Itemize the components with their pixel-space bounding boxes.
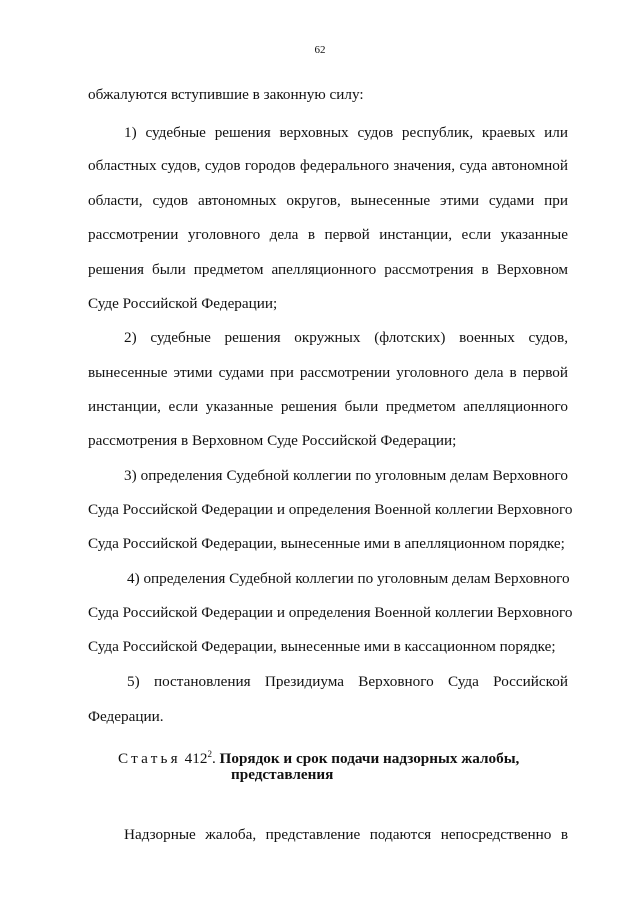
article-label: Статья (118, 750, 181, 767)
item5-line1: 5) постановления Президиума Верховного Суда Российской (127, 673, 568, 690)
item1-line3: области, судов автономных округов, вынесенные этими судами при (88, 192, 568, 209)
article-number: 412 (184, 750, 208, 767)
item5-line2: Федерации. (88, 708, 164, 725)
item2-line2: вынесенные этими судами при рассмотрении уголовного дела в первой (88, 364, 568, 381)
item3-line2: Суда Российской Федерации и определения Военной коллегии Верховного (88, 501, 573, 518)
item2-line3: инстанции, если указанные решения были предметом апелляционного (88, 398, 568, 415)
closing-line: Надзорные жалоба, представление подаются непосредственно в (124, 826, 568, 843)
item3-line3: Суда Российской Федерации, вынесенные ими в апелляционном порядке; (88, 535, 565, 552)
item2-line4: рассмотрения в Верховном Суде Российской Федерации; (88, 432, 457, 449)
page-number: 62 (314, 44, 326, 56)
item4-line3: Суда Российской Федерации, вынесенные ими в кассационном порядке; (88, 638, 556, 655)
item4-line1: 4) определения Судебной коллегии по уголовным делам Верховного (127, 570, 570, 587)
body-intro: обжалуются вступившие в законную силу: (88, 86, 364, 103)
item1-line2: областных судов, судов городов федерального значения, суда автономной (88, 157, 568, 174)
item4-line2: Суда Российской Федерации и определения Военной коллегии Верховного (88, 604, 573, 621)
item1-line4: рассмотрении уголовного дела в первой инстанции, если указанные (88, 226, 568, 243)
item3-line1: 3) определения Судебной коллегии по уголовным делам Верховного (124, 467, 568, 484)
article-dot: . (211, 750, 216, 767)
item1-line1: 1) судебные решения верховных судов республик, краевых или (124, 124, 568, 141)
item2-line1: 2) судебные решения окружных (флотских) военных судов, (124, 329, 568, 346)
article-title-line2: представления (231, 766, 334, 783)
item1-line6: Суде Российской Федерации; (88, 295, 278, 312)
item1-line5: решения были предметом апелляционного рассмотрения в Верховном (88, 261, 568, 278)
article-superscript: 2 (207, 749, 212, 759)
article-title-line1: Порядок и срок подачи надзорных жалобы, (219, 750, 520, 767)
